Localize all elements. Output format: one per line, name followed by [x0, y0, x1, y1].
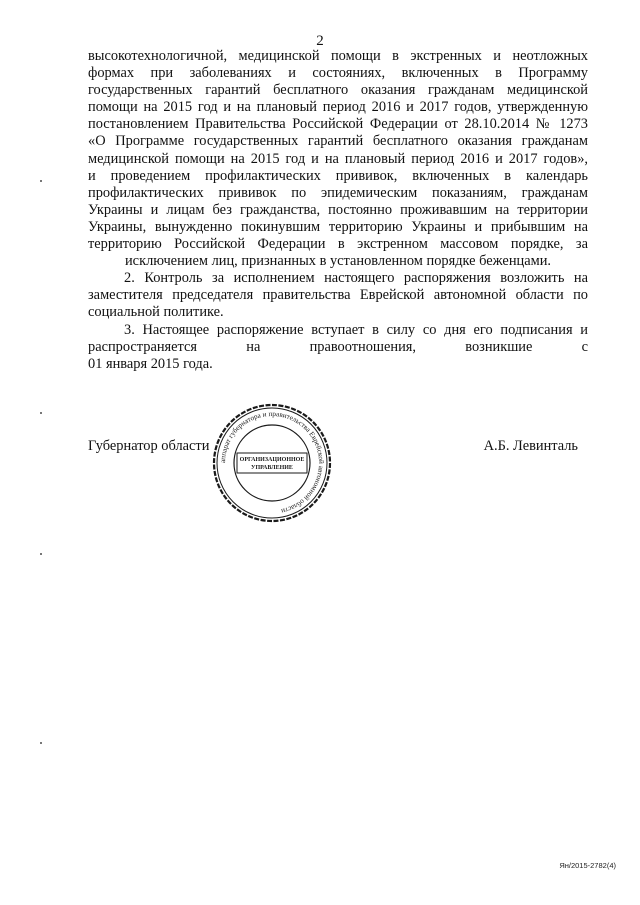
- text-line: «О Программе государственных гарантий бесплатного оказания гражданам: [88, 133, 588, 150]
- signature-name: А.Б. Левинталь: [483, 438, 578, 454]
- text-line: заместителя председателя правительства Еврейской автономной области по: [88, 287, 588, 304]
- document-body: [88, 48, 588, 373]
- scan-mark: [40, 742, 42, 744]
- document-code: Ян/2015-2782(4): [559, 861, 616, 870]
- scan-mark: [40, 180, 42, 182]
- page-number: 2: [316, 33, 324, 49]
- text-line: Украины, вынужденно покинувшим территорию Украины и прибывшим на: [88, 218, 588, 235]
- svg-text:аппарат губернатора и правител: аппарат губернатора и правительства Еврейской автономной области: [218, 409, 326, 516]
- text-line: медицинской помощи на 2015 год и на плановый период 2016 и 2017 годов»,: [88, 150, 588, 167]
- text-line: формах при заболеваниях и состояниях, включенных в Программу: [88, 65, 588, 82]
- text-line: территорию Российской Федерации в экстренном массовом порядке, за: [88, 236, 588, 253]
- svg-text:ОРГАНИЗАЦИОННОЕ: ОРГАНИЗАЦИОННОЕ: [239, 457, 305, 463]
- text-line: высокотехнологичной, медицинской помощи в экстренных и неотложных: [88, 48, 588, 64]
- text-line: постановлением Правительства Российской Федерации от 28.10.2014 № 1273: [88, 116, 588, 133]
- text-line: государственных гарантий бесплатного оказания гражданам медицинской: [88, 82, 588, 99]
- text-line: профилактических прививок по эпидемическим показаниям, гражданам: [88, 184, 588, 201]
- text-line: помощи на 2015 год и на плановый период 2016 и 2017 годов, утвержденную: [88, 99, 588, 116]
- text-line: Украины и лицам без гражданства, постоянно проживавшим на территории: [88, 201, 588, 218]
- signature-title: Губернатор области: [88, 438, 210, 454]
- paragraph-2: [88, 270, 588, 321]
- paragraph-1: [88, 48, 588, 270]
- official-stamp: [211, 402, 333, 524]
- scan-mark: [40, 412, 42, 414]
- text-line: распространяется на правоотношения, возникшие с: [88, 338, 588, 355]
- text-line: и проведением профилактических прививок, включенных в календарь: [88, 167, 588, 184]
- text-line: социальной политике.: [88, 304, 224, 321]
- text-line: исключением лиц, признанных в установленном порядке беженцами.: [124, 253, 552, 270]
- text-line: 3. Настоящее распоряжение вступает в силу со дня его подписания и: [124, 321, 588, 338]
- paragraph-3: [88, 322, 588, 373]
- svg-text:УПРАВЛЕНИЕ: УПРАВЛЕНИЕ: [251, 465, 293, 471]
- text-line: 2. Контроль за исполнением настоящего распоряжения возложить на: [124, 270, 588, 287]
- text-line: 01 января 2015 года.: [88, 355, 213, 372]
- scan-mark: [40, 553, 42, 555]
